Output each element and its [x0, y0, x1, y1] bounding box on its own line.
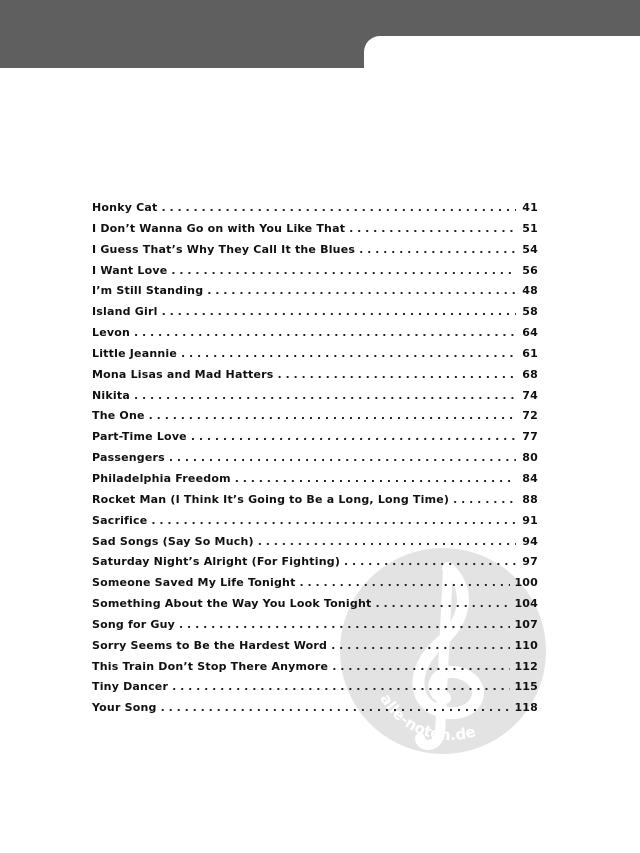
- toc-entry-page: 58: [522, 305, 538, 319]
- toc-leader-dots: [375, 597, 510, 610]
- toc-entry-page: 68: [522, 367, 538, 381]
- toc-entry-title: I Want Love: [92, 263, 168, 277]
- toc-entry-title: Sad Songs (Say So Much): [92, 534, 254, 548]
- toc-entry-title: Nikita: [92, 388, 130, 402]
- toc-leader-dots: [169, 451, 516, 464]
- toc-entry-page: 77: [522, 430, 538, 444]
- toc-entry-title: Saturday Night’s Alright (For Fighting): [92, 555, 341, 569]
- toc-leader-dots: [359, 243, 516, 256]
- toc-leader-dots: [171, 264, 516, 277]
- toc-entry-page: 115: [514, 680, 538, 694]
- toc-entry: [92, 409, 538, 430]
- toc-entry-title: Rocket Man (I Think It’s Going to Be a Long, Long Time): [92, 492, 450, 506]
- toc-entry: [92, 701, 538, 722]
- toc-entry: [92, 639, 538, 660]
- toc-entry-page: 51: [522, 221, 538, 235]
- toc-entry: [92, 368, 538, 389]
- watermark-text: alle-noten.de: [376, 690, 478, 745]
- toc-entry-title: I’m Still Standing: [92, 284, 204, 298]
- toc-entry-title: Little Jeannie: [92, 346, 178, 360]
- toc-leader-dots: [179, 618, 510, 631]
- toc-entry-page: 100: [514, 576, 538, 590]
- toc-entry: [92, 493, 538, 514]
- toc-leader-dots: [349, 222, 516, 235]
- toc-entry-page: 118: [514, 701, 538, 715]
- toc-entry-page: 104: [514, 597, 538, 611]
- toc-entry-page: 107: [514, 617, 538, 631]
- toc-entry-page: 110: [514, 638, 538, 652]
- toc-entry-title: Tiny Dancer: [92, 680, 169, 694]
- toc-entry: [92, 451, 538, 472]
- toc-entry-page: 91: [522, 513, 538, 527]
- toc-entry-title: This Train Don’t Stop There Anymore: [92, 659, 329, 673]
- toc-leader-dots: [191, 430, 516, 443]
- toc-entry-page: 56: [522, 263, 538, 277]
- toc-entry-title: Something About the Way You Look Tonight: [92, 597, 372, 611]
- toc-entry-title: Sacrifice: [92, 513, 148, 527]
- toc-entry: [92, 472, 538, 493]
- toc-leader-dots: [235, 472, 516, 485]
- toc-entry-title: Island Girl: [92, 305, 158, 319]
- table-of-contents: [92, 201, 538, 722]
- toc-entry-title: Levon: [92, 326, 131, 340]
- toc-entry: [92, 430, 538, 451]
- toc-entry: [92, 555, 538, 576]
- toc-leader-dots: [162, 305, 516, 318]
- toc-leader-dots: [161, 201, 516, 214]
- toc-entry: [92, 576, 538, 597]
- toc-entry-page: 48: [522, 284, 538, 298]
- toc-leader-dots: [344, 555, 516, 568]
- toc-entry: [92, 535, 538, 556]
- toc-entry: [92, 660, 538, 681]
- toc-entry-page: 94: [522, 534, 538, 548]
- toc-entry-page: 88: [522, 492, 538, 506]
- toc-entry-title: Someone Saved My Life Tonight: [92, 576, 296, 590]
- toc-entry-title: Philadelphia Freedom: [92, 471, 231, 485]
- toc-leader-dots: [172, 680, 510, 693]
- toc-entry-page: 74: [522, 388, 538, 402]
- toc-entry-page: 112: [514, 659, 538, 673]
- toc-entry-page: 97: [522, 555, 538, 569]
- toc-entry: [92, 680, 538, 701]
- toc-leader-dots: [149, 409, 516, 422]
- toc-entry-title: Your Song: [92, 701, 157, 715]
- toc-entry-page: 64: [522, 326, 538, 340]
- toc-entry-title: Mona Lisas and Mad Hatters: [92, 367, 274, 381]
- toc-entry-page: 80: [522, 451, 538, 465]
- toc-leader-dots: [161, 701, 511, 714]
- toc-entry-page: 61: [522, 346, 538, 360]
- toc-entry-title: The One: [92, 409, 145, 423]
- toc-leader-dots: [181, 347, 516, 360]
- toc-entry-title: Song for Guy: [92, 617, 176, 631]
- toc-leader-dots: [278, 368, 516, 381]
- toc-entry-title: Honky Cat: [92, 201, 158, 214]
- toc-entry: [92, 597, 538, 618]
- toc-entry-title: I Don’t Wanna Go on with You Like That: [92, 221, 346, 235]
- toc-entry: [92, 326, 538, 347]
- toc-entry-title: Passengers: [92, 451, 165, 465]
- toc-entry: [92, 347, 538, 368]
- header-tab: [364, 36, 640, 76]
- toc-entry: [92, 305, 538, 326]
- toc-leader-dots: [332, 660, 510, 673]
- toc-leader-dots: [207, 284, 516, 297]
- toc-entry-page: 54: [522, 242, 538, 256]
- toc-entry: [92, 284, 538, 305]
- toc-leader-dots: [300, 576, 511, 589]
- toc-entry-page: 72: [522, 409, 538, 423]
- toc-leader-dots: [258, 535, 516, 548]
- toc-entry: [92, 222, 538, 243]
- toc-entry: [92, 264, 538, 285]
- toc-leader-dots: [151, 514, 516, 527]
- toc-leader-dots: [134, 326, 516, 339]
- toc-leader-dots: [134, 389, 516, 402]
- toc-entry: [92, 201, 538, 222]
- toc-leader-dots: [453, 493, 516, 506]
- toc-entry-title: I Guess That’s Why They Call It the Blues: [92, 242, 356, 256]
- toc-entry-title: Sorry Seems to Be the Hardest Word: [92, 638, 328, 652]
- toc-entry: [92, 243, 538, 264]
- toc-entry-page: 41: [522, 201, 538, 214]
- toc-entry-title: Part-Time Love: [92, 430, 187, 444]
- toc-entry: [92, 514, 538, 535]
- toc-entry: [92, 389, 538, 410]
- toc-leader-dots: [331, 639, 510, 652]
- toc-entry-page: 84: [522, 471, 538, 485]
- toc-entry: [92, 618, 538, 639]
